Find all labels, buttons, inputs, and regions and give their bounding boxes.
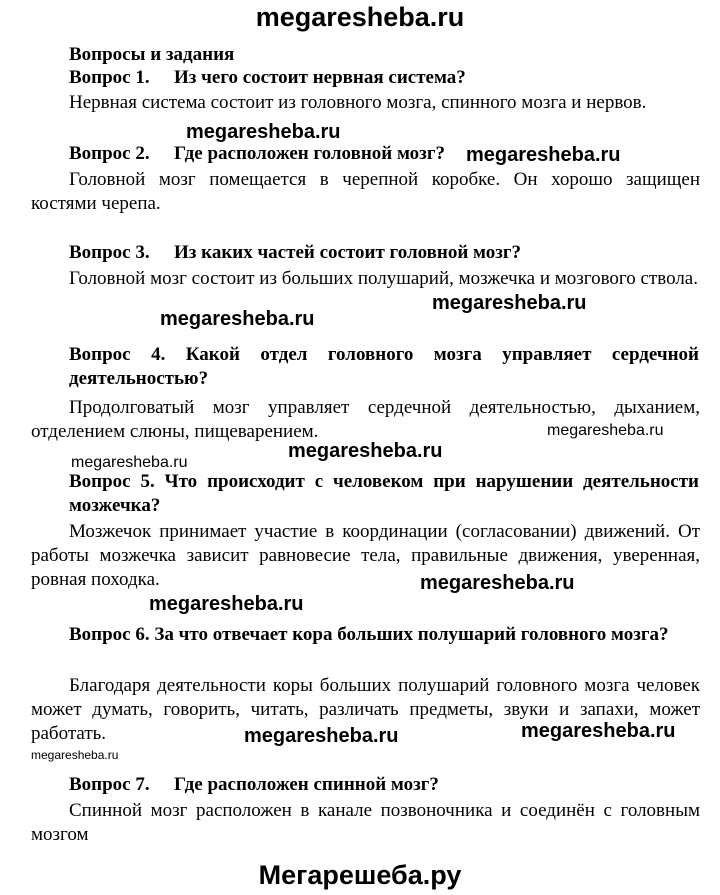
watermark: megaresheba.ru	[31, 748, 119, 762]
site-footer: Мегарешеба.ру	[258, 860, 462, 890]
question-5-text: Что происходит с человеком при нарушении деятельности мозжечка?	[69, 471, 700, 516]
question-1-text: Из чего состоит нервная система?	[174, 67, 466, 88]
answer-1: Нервная система состоит из головного мозга, спинного мозга и нервов.	[69, 92, 647, 113]
question-7	[69, 773, 699, 797]
question-7-text: Где расположен спинной мозг?	[174, 774, 439, 795]
question-6	[69, 623, 699, 647]
question-6-text: За что отвечает кора больших полушарий головного мозга?	[154, 624, 669, 645]
watermark: megaresheba.ru	[466, 144, 621, 166]
watermark: megaresheba.ru	[521, 720, 676, 742]
watermark: megaresheba.ru	[71, 454, 188, 471]
watermark: megaresheba.ru	[432, 292, 587, 314]
section-title: Вопросы и задания	[69, 44, 235, 65]
answer-7: Спинной мозг расположен в канале позвоночника и соединён с головным мозгом	[31, 800, 700, 845]
watermark: megaresheba.ru	[420, 572, 575, 594]
question-4-number: Вопрос 4.	[69, 344, 166, 365]
question-7-number: Вопрос 7.	[69, 774, 150, 795]
question-5-number: Вопрос 5.	[69, 471, 155, 492]
answer-3: Головной мозг состоит из больших полушарий, мозжечка и мозгового ствола.	[69, 268, 698, 289]
site-header: megaresheba.ru	[255, 2, 465, 32]
answer-6: Благодаря деятельности коры больших полушарий головного мозга человек может думать, говорить, читать, различать предметы, звуки и запахи, может работать.	[31, 675, 700, 744]
watermark: megaresheba.ru	[288, 440, 443, 462]
answer-5: Мозжечок принимает участие в координации (согласовании) движений. От работы мозжечка зависит равновесие тела, правильные движения, уверенная, ровная походка.	[31, 521, 700, 590]
question-3-text: Из каких частей состоит головной мозг?	[174, 242, 522, 263]
answer-4: Продолговатый мозг управляет сердечной деятельностью, дыханием, отделением слюны, пищеварением.	[31, 397, 700, 442]
question-1-number: Вопрос 1.	[69, 67, 150, 88]
watermark: megaresheba.ru	[186, 121, 341, 143]
question-4-text: Какой отдел головного мозга управляет сердечной деятельностью?	[69, 344, 699, 389]
question-1	[69, 66, 699, 90]
watermark: megaresheba.ru	[149, 593, 304, 615]
question-2-number: Вопрос 2.	[69, 143, 150, 164]
question-4	[69, 343, 699, 391]
question-2-text: Где расположен головной мозг?	[174, 143, 445, 164]
question-3-number: Вопрос 3.	[69, 242, 150, 263]
watermark: megaresheba.ru	[160, 308, 315, 330]
question-3	[69, 241, 699, 265]
question-5	[69, 470, 699, 518]
answer-2: Головной мозг помещается в черепной коробке. Он хорошо защищен костями черепа.	[31, 169, 700, 214]
question-6-number: Вопрос 6.	[69, 624, 150, 645]
watermark: megaresheba.ru	[244, 725, 399, 747]
watermark: megaresheba.ru	[547, 422, 664, 439]
